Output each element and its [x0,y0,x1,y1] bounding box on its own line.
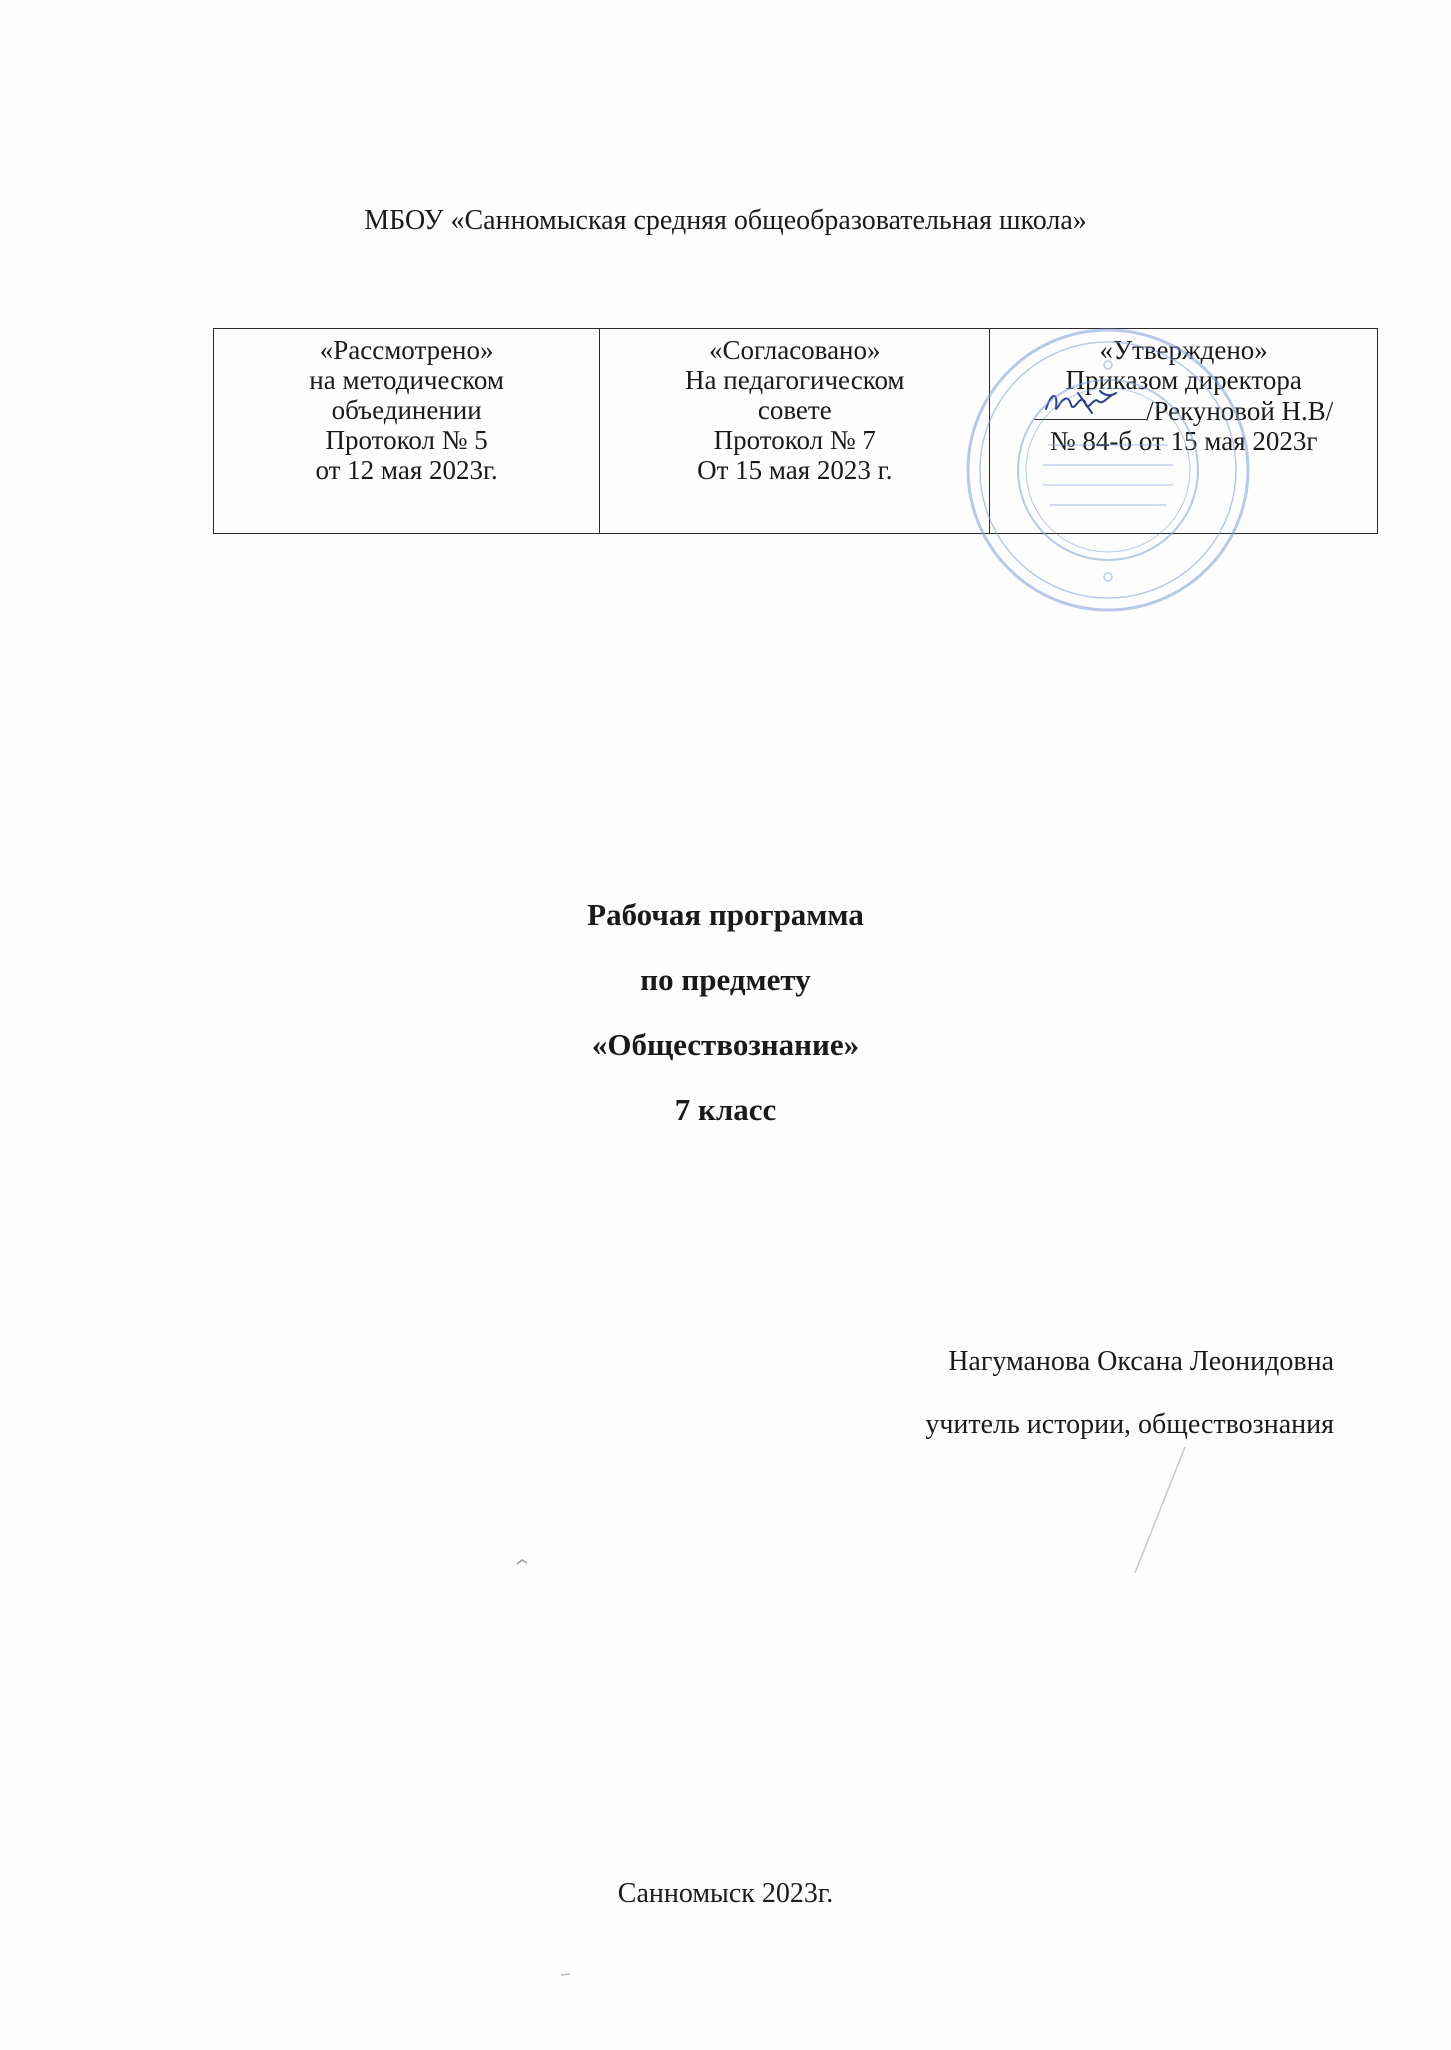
agreed-heading: «Согласовано» [709,335,881,365]
scan-speck-icon [516,1558,528,1566]
author-position: учитель истории, обществознания [925,1409,1334,1440]
approval-table [213,328,1378,534]
subject-name: «Обществознание» [591,1027,860,1062]
agreed-line-2: На педагогическом [685,365,905,395]
considered-cell [214,329,600,534]
school-name: МБОУ «Санномыская средняя общеобразовательная школа» [364,205,1087,236]
approved-cell [990,329,1378,534]
place-year: Санномыск 2023г. [617,1878,834,1909]
agreed-date: От 15 мая 2023 г. [697,455,893,485]
considered-heading: «Рассмотрено» [319,335,494,365]
considered-date: от 12 мая 2023г. [315,455,498,485]
program-title [0,895,1451,1155]
approved-line-2: Приказом директора [1065,365,1302,395]
considered-line-3: объединении [331,395,482,425]
signature-icon [1040,385,1140,421]
author-block [925,1345,1334,1471]
agreed-cell [600,329,990,534]
agreed-line-3: совете [757,395,832,425]
considered-protocol: Протокол № 5 [325,425,488,455]
grade-level: 7 класс [674,1092,777,1127]
title-line-2: по предмету [640,962,811,997]
approved-heading: «Утверждено» [1099,335,1268,365]
approved-signature-line [998,395,1369,426]
scan-speck-icon [560,1970,572,1978]
approved-order: № 84-б от 15 мая 2023г [1049,426,1318,456]
considered-line-2: на методическом [309,365,504,395]
title-line-1: Рабочая программа [587,897,864,932]
agreed-protocol: Протокол № 7 [713,425,876,455]
signature-underline [1034,395,1146,420]
director-name: /Рекуновой Н.В/ [1145,396,1334,426]
author-name: Нагуманова Оксана Леонидовна [948,1346,1334,1377]
